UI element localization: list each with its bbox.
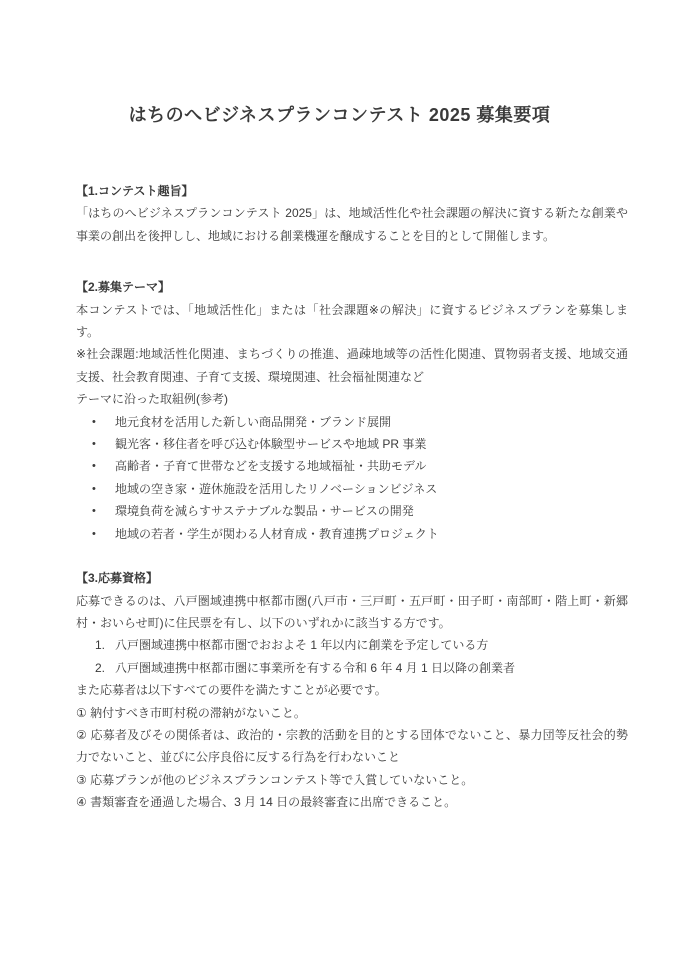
example-text: 地元食材を活用した新しい商品開発・ブランド展開 [115,414,392,429]
document-content [0,180,679,814]
example-list [76,411,628,545]
example-text: 観光客・移住者を呼び込む体験型サービスや地域 PR 事業 [115,437,427,452]
recruitment-theme-heading: 【2.募集テーマ】 [76,280,171,295]
section-contest-purpose [76,180,628,247]
example-item [76,523,628,545]
bullet-icon: • [92,415,96,428]
bullet-icon: • [92,527,96,540]
eligibility-text: 八戸圏域連携中枢都市圏に事業所を有する令和 6 年 4 月 1 日以降の創業者 [115,660,516,675]
example-text: 地域の若者・学生が関わる人材育成・教育連携プロジェクト [115,526,439,541]
example-item [76,478,628,500]
examples-title: テーマに沿った取組例(参考) [76,392,228,407]
eligibility-item [76,634,628,656]
example-item [76,433,628,455]
example-text: 地域の空き家・遊休施設を活用したリノベーションビジネス [115,481,438,496]
bullet-icon: • [92,460,96,473]
eligibility-intro: 応募できるのは、八戸圏域連携中枢都市圏(八戸市・三戸町・五戸町・田子町・南部町・階上町・新郷村・おいらせ町)に住民票を有し、以下のいずれかに該当する方です。 [76,593,628,630]
requirement-item: ③ 応募プランが他のビジネスプランコンテスト等で入賞していないこと。 [76,772,474,787]
eligibility-heading: 【3.応募資格】 [76,571,159,586]
requirement-item: ① 納付すべき市町村税の滞納がないこと。 [76,705,306,720]
recruitment-theme-intro: 本コンテストでは、「地域活性化」または「社会課題※の解決」に資するビジネスプランを募集します。 [76,302,628,340]
contest-purpose-body: 「はちのへビジネスプランコンテスト 2025」は、地域活性化や社会課題の解決に資する新たな創業や事業の創出を後押しし、地域における創業機運を醸成することを目的として開催します。 [76,206,628,243]
bullet-icon: • [92,482,96,495]
eligibility-number: 2. [95,660,106,675]
section-eligibility [76,567,628,813]
requirement-item: ② 応募者及びその関係者は、政治的・宗教的活動を目的とする団体でないこと、暴力団等反社会的勢力でないこと、並びに公序良俗に反する行為を行わないこと [76,727,628,765]
example-text: 高齢者・子育て世帯などを支援する地域福祉・共助モデル [115,459,427,474]
example-text: 環境負荷を減らすサステナブルな製品・サービスの開発 [115,504,414,519]
example-item [76,500,628,522]
eligibility-list [76,634,628,679]
eligibility-text: 八戸圏域連携中枢都市圏でおおよそ 1 年以内に創業を予定している方 [115,638,489,653]
contest-purpose-heading: 【1.コンテスト趣旨】 [76,184,194,198]
eligibility-number: 1. [95,638,106,653]
social-issues-note: ※社会課題:地域活性化関連、まちづくりの推進、過疎地域等の活性化関連、買物弱者支援、地域交通支援、社会教育関連、子育て支援、環境関連、社会福祉関連など [76,347,628,384]
eligibility-item [76,657,628,679]
example-item [76,455,628,477]
bullet-icon: • [92,505,96,518]
example-item [76,411,628,433]
document-title: はちのへビジネスプランコンテスト 2025 募集要項 [128,105,551,125]
section-recruitment-theme [76,276,628,545]
requirement-item: ④ 書類審査を通過した場合、3 月 14 日の最終審査に出席できること。 [76,795,457,810]
requirements-intro: また応募者は以下すべての要件を満たすことが必要です。 [76,683,387,698]
bullet-icon: • [92,438,96,451]
